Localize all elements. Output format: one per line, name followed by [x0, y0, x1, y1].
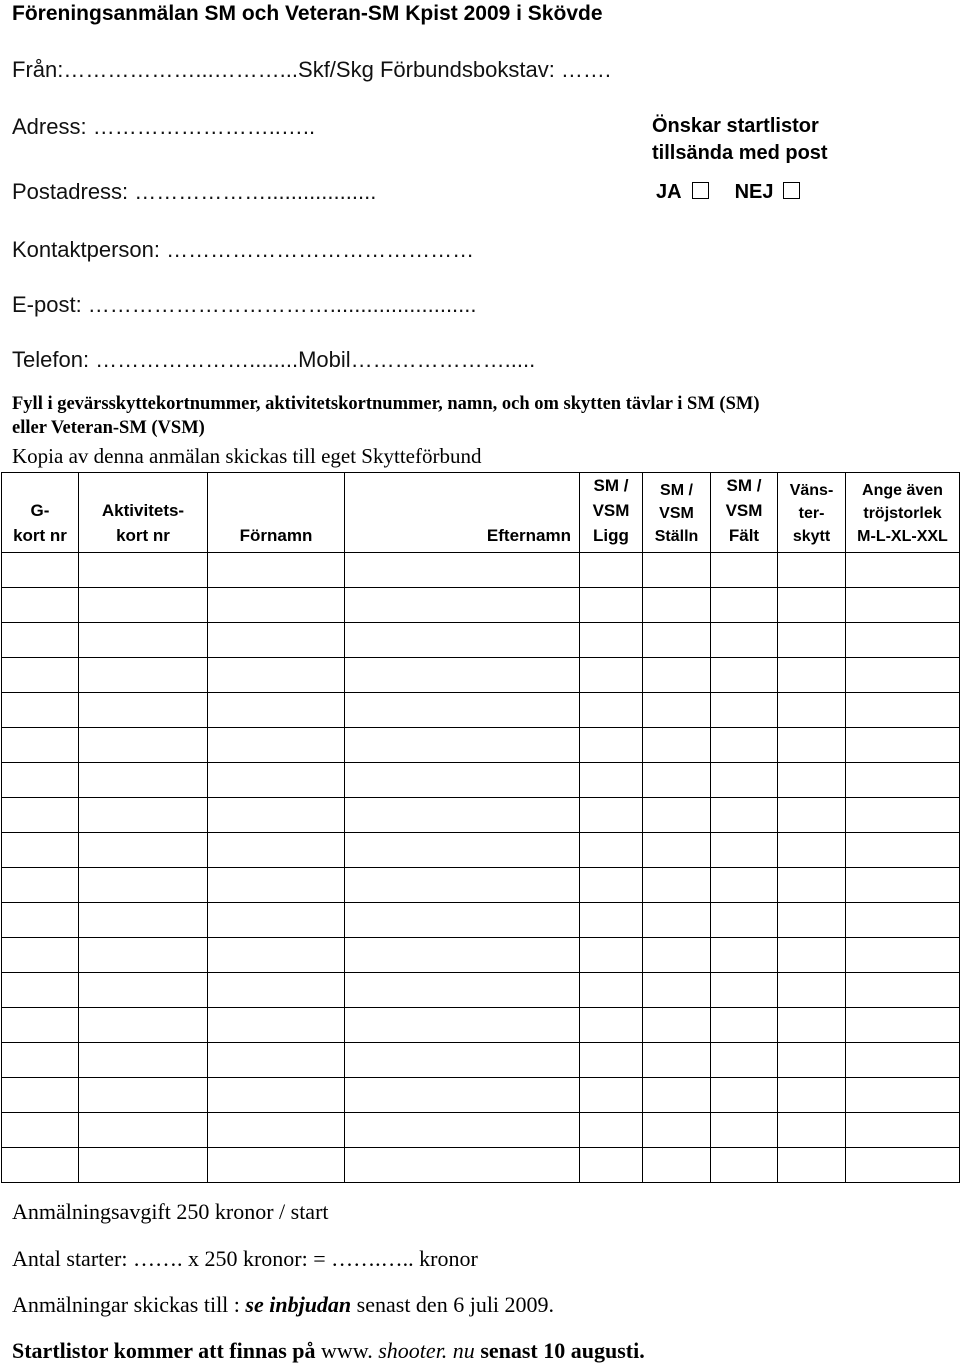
entry-cell[interactable]: [643, 868, 711, 903]
entry-cell[interactable]: [778, 798, 846, 833]
entry-cell[interactable]: [711, 588, 778, 623]
entry-cell[interactable]: [79, 1043, 208, 1078]
entry-cell[interactable]: [2, 903, 79, 938]
address-field[interactable]: Adress: ……………………..…..: [12, 114, 316, 139]
entry-cell[interactable]: [778, 1113, 846, 1148]
entry-cell[interactable]: [345, 553, 580, 588]
entry-cell[interactable]: [778, 728, 846, 763]
nej-checkbox[interactable]: [783, 182, 800, 199]
entry-cell[interactable]: [345, 763, 580, 798]
entry-cell[interactable]: [643, 798, 711, 833]
entry-cell[interactable]: [2, 1148, 79, 1183]
entry-cell[interactable]: [778, 1008, 846, 1043]
entry-cell[interactable]: [778, 833, 846, 868]
entry-cell[interactable]: [643, 623, 711, 658]
entry-cell[interactable]: [846, 588, 960, 623]
starts-count-line[interactable]: Antal starter: ……. x 250 kronor: = …….….. kronor: [12, 1246, 478, 1271]
entry-cell[interactable]: [846, 833, 960, 868]
header-sm-falt: SM / VSM Fält: [711, 473, 778, 553]
header-g-kort: G- kort nr: [2, 473, 79, 553]
entry-cell[interactable]: [778, 1148, 846, 1183]
entry-cell[interactable]: [643, 1148, 711, 1183]
entry-cell[interactable]: [711, 973, 778, 1008]
entry-cell[interactable]: [778, 1078, 846, 1113]
entry-cell[interactable]: [79, 833, 208, 868]
entry-cell[interactable]: [345, 798, 580, 833]
entry-cell[interactable]: [208, 1078, 345, 1113]
entry-cell[interactable]: [580, 588, 643, 623]
entry-cell[interactable]: [580, 553, 643, 588]
entry-cell[interactable]: [345, 623, 580, 658]
table-row: [2, 1113, 960, 1148]
table-row: [2, 1043, 960, 1078]
entry-cell[interactable]: [208, 763, 345, 798]
entry-cell[interactable]: [2, 728, 79, 763]
entry-cell[interactable]: [208, 693, 345, 728]
entry-cell[interactable]: [79, 658, 208, 693]
entry-cell[interactable]: [580, 868, 643, 903]
entry-cell[interactable]: [580, 798, 643, 833]
entry-cell[interactable]: [79, 938, 208, 973]
entry-cell[interactable]: [846, 1043, 960, 1078]
entry-cell[interactable]: [643, 763, 711, 798]
website-link[interactable]: www. shooter. nu: [321, 1338, 475, 1363]
entry-cell[interactable]: [778, 868, 846, 903]
entry-cell[interactable]: [580, 693, 643, 728]
header-aktivitetskort: Aktivitets- kort nr: [79, 473, 208, 553]
entry-cell[interactable]: [643, 693, 711, 728]
header-efternamn: Efternamn: [345, 473, 580, 553]
registration-table: [1, 472, 960, 1183]
entry-cell[interactable]: [580, 728, 643, 763]
entry-cell[interactable]: [2, 1043, 79, 1078]
entry-cell[interactable]: [2, 938, 79, 973]
entry-cell[interactable]: [580, 763, 643, 798]
entry-cell[interactable]: [79, 1008, 208, 1043]
entry-cell[interactable]: [208, 833, 345, 868]
entry-cell[interactable]: [2, 1008, 79, 1043]
post-option-choices: [656, 181, 800, 204]
entry-cell[interactable]: [711, 798, 778, 833]
table-row: [2, 693, 960, 728]
entry-cell[interactable]: [345, 1113, 580, 1148]
entry-cell[interactable]: [208, 903, 345, 938]
entry-cell[interactable]: [580, 623, 643, 658]
entry-cell[interactable]: [846, 903, 960, 938]
copy-instruction: Kopia av denna anmälan skickas till eget Skytteförbund: [12, 444, 482, 468]
entry-cell[interactable]: [846, 763, 960, 798]
entry-cell[interactable]: [643, 903, 711, 938]
entry-cell[interactable]: [846, 973, 960, 1008]
send-instruction: Anmälningar skickas till : se inbjudan senast den 6 juli 2009.: [12, 1292, 555, 1317]
table-row: [2, 623, 960, 658]
entry-cell[interactable]: [846, 1113, 960, 1148]
entry-cell[interactable]: [711, 658, 778, 693]
entry-cell[interactable]: [2, 658, 79, 693]
entry-cell[interactable]: [208, 1148, 345, 1183]
table-row: [2, 868, 960, 903]
entry-cell[interactable]: [79, 763, 208, 798]
entry-cell[interactable]: [580, 1148, 643, 1183]
table-row: [2, 553, 960, 588]
table-row: [2, 1078, 960, 1113]
entry-cell[interactable]: [580, 938, 643, 973]
contact-person-field[interactable]: Kontaktperson: ……………………………………: [12, 237, 475, 262]
entry-cell[interactable]: [643, 833, 711, 868]
entry-cell[interactable]: [846, 728, 960, 763]
entry-cell[interactable]: [208, 1008, 345, 1043]
entry-cell[interactable]: [2, 763, 79, 798]
header-trojstorlek: Ange även tröjstorlek M-L-XL-XXL: [846, 473, 960, 553]
entry-cell[interactable]: [846, 798, 960, 833]
entry-cell[interactable]: [643, 1008, 711, 1043]
entry-cell[interactable]: [580, 1078, 643, 1113]
table-header-row: [2, 473, 960, 553]
entry-cell[interactable]: [643, 553, 711, 588]
entry-cell[interactable]: [711, 728, 778, 763]
entry-cell[interactable]: [345, 868, 580, 903]
table-row: [2, 973, 960, 1008]
entry-cell[interactable]: [2, 868, 79, 903]
entry-cell[interactable]: [345, 903, 580, 938]
entry-cell[interactable]: [345, 728, 580, 763]
entry-cell[interactable]: [711, 833, 778, 868]
entry-cell[interactable]: [208, 938, 345, 973]
entry-cell[interactable]: [208, 588, 345, 623]
header-sm-stalln: SM / VSM Ställn: [643, 473, 711, 553]
entry-cell[interactable]: [79, 1113, 208, 1148]
entry-cell[interactable]: [208, 1113, 345, 1148]
entry-cell[interactable]: [846, 1148, 960, 1183]
entry-cell[interactable]: [208, 553, 345, 588]
entry-cell[interactable]: [580, 973, 643, 1008]
entry-cell[interactable]: [2, 623, 79, 658]
entry-cell[interactable]: [2, 588, 79, 623]
entry-cell[interactable]: [778, 553, 846, 588]
entry-cell[interactable]: [2, 833, 79, 868]
entry-cell[interactable]: [2, 1078, 79, 1113]
instruction-line-1: Fyll i gevärsskyttekortnummer, aktivitetskortnummer, namn, och om skytten tävlar i SM (SM): [12, 394, 760, 414]
entry-cell[interactable]: [2, 1113, 79, 1148]
table-row: [2, 1008, 960, 1043]
page-title: Föreningsanmälan SM och Veteran-SM Kpist 2009 i Skövde: [12, 2, 603, 25]
entry-cell[interactable]: [778, 973, 846, 1008]
entry-cell[interactable]: [79, 553, 208, 588]
post-option-label-1: Önskar startlistor: [652, 115, 819, 137]
entry-cell[interactable]: [778, 1043, 846, 1078]
header-vansterskytt: Väns- ter- skytt: [778, 473, 846, 553]
entry-cell[interactable]: [711, 553, 778, 588]
entry-cell[interactable]: [846, 693, 960, 728]
entry-cell[interactable]: [778, 763, 846, 798]
entry-cell[interactable]: [208, 728, 345, 763]
entry-cell[interactable]: [711, 1078, 778, 1113]
entry-cell[interactable]: [846, 868, 960, 903]
entry-cell[interactable]: [846, 623, 960, 658]
entry-cell[interactable]: [643, 588, 711, 623]
ja-checkbox[interactable]: [692, 182, 709, 199]
entry-cell[interactable]: [345, 833, 580, 868]
table-row: [2, 903, 960, 938]
table-row: [2, 658, 960, 693]
table-row: [2, 938, 960, 973]
entry-cell[interactable]: [79, 623, 208, 658]
table-row: [2, 763, 960, 798]
entry-cell[interactable]: [580, 1043, 643, 1078]
entry-cell[interactable]: [79, 973, 208, 1008]
nej-label: NEJ: [734, 181, 774, 203]
entry-cell[interactable]: [79, 588, 208, 623]
entry-cell[interactable]: [778, 658, 846, 693]
from-field[interactable]: Från:………………...………...Skf/Skg Förbundsbokstav: …….: [12, 57, 612, 82]
fee-text: Anmälningsavgift 250 kronor / start: [12, 1199, 329, 1224]
entry-cell[interactable]: [208, 623, 345, 658]
entry-cell[interactable]: [580, 1008, 643, 1043]
entry-cell[interactable]: [345, 973, 580, 1008]
table-row: [2, 588, 960, 623]
entry-cell[interactable]: [711, 1148, 778, 1183]
entry-cell[interactable]: [208, 868, 345, 903]
entry-cell[interactable]: [643, 728, 711, 763]
entry-cell[interactable]: [643, 1113, 711, 1148]
entry-cell[interactable]: [79, 868, 208, 903]
entry-cell[interactable]: [711, 903, 778, 938]
entry-cell[interactable]: [345, 588, 580, 623]
entry-cell[interactable]: [79, 728, 208, 763]
entry-cell[interactable]: [79, 693, 208, 728]
table-row: [2, 798, 960, 833]
post-option-label-2: tillsända med post: [652, 142, 828, 164]
entry-cell[interactable]: [711, 763, 778, 798]
entry-cell[interactable]: [711, 938, 778, 973]
entry-cell[interactable]: [580, 833, 643, 868]
startlist-info: Startlistor kommer att finnas på www. shooter. nu senast 10 augusti.: [12, 1338, 645, 1363]
entry-cell[interactable]: [846, 1008, 960, 1043]
instruction-line-2: eller Veteran-SM (VSM): [12, 418, 205, 438]
entry-cell[interactable]: [711, 1008, 778, 1043]
entry-cell[interactable]: [2, 693, 79, 728]
phone-field[interactable]: Telefon: …………………........Mobil………………….....: [12, 347, 536, 372]
entry-cell[interactable]: [711, 1043, 778, 1078]
entry-cell[interactable]: [846, 938, 960, 973]
entry-cell[interactable]: [711, 693, 778, 728]
postal-address-field[interactable]: Postadress: ………………..................: [12, 179, 377, 204]
entry-cell[interactable]: [79, 1078, 208, 1113]
entry-cell[interactable]: [643, 973, 711, 1008]
table-row: [2, 833, 960, 868]
email-field[interactable]: E-post: ……………………………........................: [12, 292, 477, 317]
entry-cell[interactable]: [345, 938, 580, 973]
entry-cell[interactable]: [643, 1043, 711, 1078]
entry-cell[interactable]: [345, 1043, 580, 1078]
entry-cell[interactable]: [778, 588, 846, 623]
entry-cell[interactable]: [778, 938, 846, 973]
ja-label: JA: [656, 181, 682, 203]
entry-cell[interactable]: [208, 658, 345, 693]
entry-cell[interactable]: [345, 1078, 580, 1113]
entry-cell[interactable]: [778, 693, 846, 728]
entry-cell[interactable]: [2, 973, 79, 1008]
entry-cell[interactable]: [345, 658, 580, 693]
entry-cell[interactable]: [580, 1113, 643, 1148]
entry-cell[interactable]: [208, 973, 345, 1008]
see-invitation-text: se inbjudan: [245, 1292, 352, 1317]
entry-cell[interactable]: [345, 693, 580, 728]
table-row: [2, 1148, 960, 1183]
entry-cell[interactable]: [345, 1148, 580, 1183]
entry-cell[interactable]: [846, 1078, 960, 1113]
entry-cell[interactable]: [846, 553, 960, 588]
entry-cell[interactable]: [2, 798, 79, 833]
entry-cell[interactable]: [208, 1043, 345, 1078]
table-row: [2, 728, 960, 763]
entry-cell[interactable]: [643, 1078, 711, 1113]
entry-cell[interactable]: [79, 903, 208, 938]
entry-cell[interactable]: [778, 623, 846, 658]
entry-cell[interactable]: [643, 658, 711, 693]
entry-cell[interactable]: [711, 623, 778, 658]
entry-cell[interactable]: [79, 798, 208, 833]
entry-cell[interactable]: [345, 1008, 580, 1043]
entry-cell[interactable]: [580, 658, 643, 693]
header-sm-ligg: SM / VSM Ligg: [580, 473, 643, 553]
entry-cell[interactable]: [711, 1113, 778, 1148]
entry-cell[interactable]: [580, 903, 643, 938]
entry-cell[interactable]: [79, 1148, 208, 1183]
entry-cell[interactable]: [2, 553, 79, 588]
entry-cell[interactable]: [208, 798, 345, 833]
entry-cell[interactable]: [711, 868, 778, 903]
entry-cell[interactable]: [643, 938, 711, 973]
entry-cell[interactable]: [846, 658, 960, 693]
header-fornamn: Förnamn: [208, 473, 345, 553]
entry-cell[interactable]: [778, 903, 846, 938]
